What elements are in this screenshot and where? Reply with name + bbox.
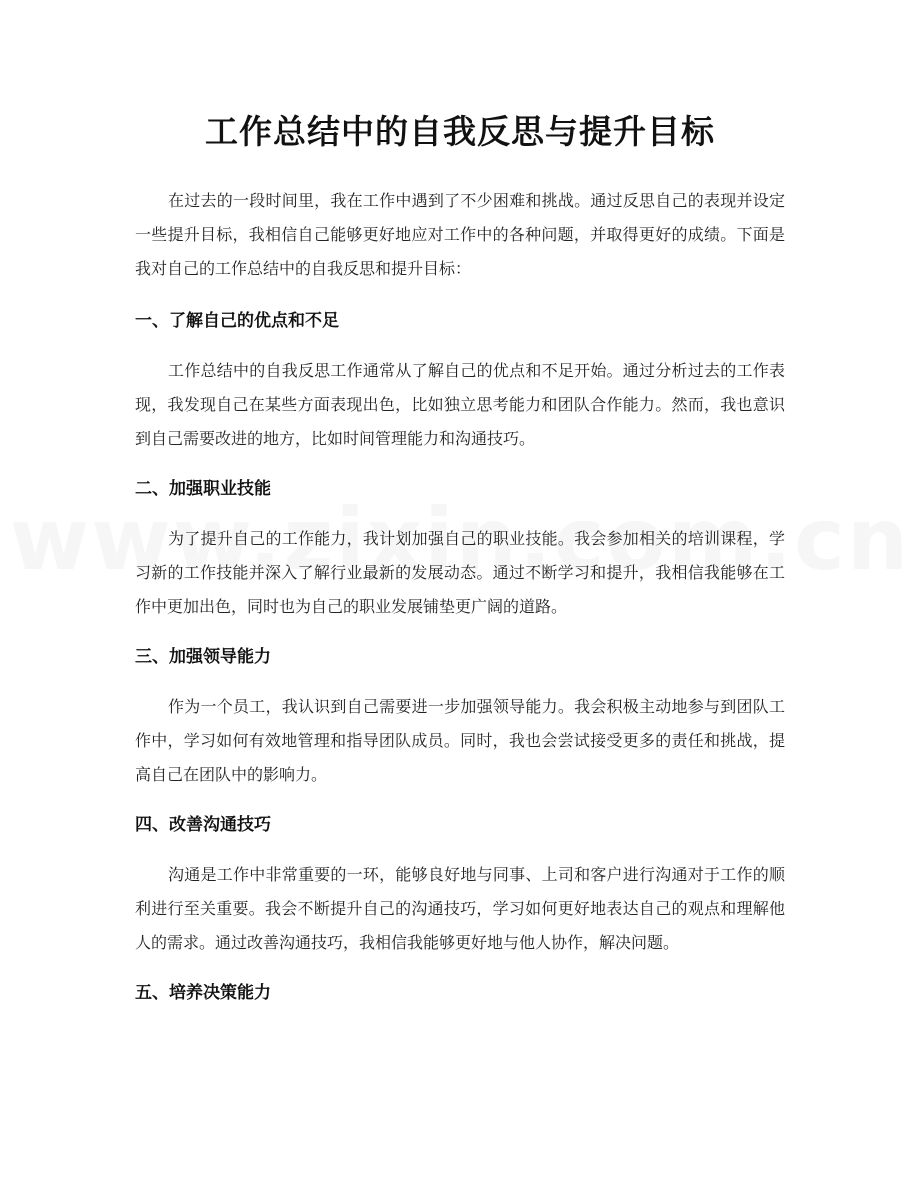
section-heading-4: 四、改善沟通技巧 xyxy=(135,815,271,835)
section-heading-5: 五、培养决策能力 xyxy=(135,983,271,1003)
section-heading-3: 三、加强领导能力 xyxy=(135,647,271,667)
document-title: 工作总结中的自我反思与提升目标 xyxy=(205,112,715,151)
section-body-3: 作为一个员工，我认识到自己需要进一步加强领导能力。我会积极主动地参与到团队工作中，学习如何有效地管理和指导团队成员。同时，我也会尝试接受更多的责任和挑战，提高自己在团队中的影响力。 xyxy=(135,697,785,784)
section-heading-2: 二、加强职业技能 xyxy=(135,479,271,499)
section-heading-1: 一、了解自己的优点和不足 xyxy=(135,311,339,331)
intro-paragraph: 在过去的一段时间里，我在工作中遇到了不少困难和挑战。通过反思自己的表现并设定一些提升目标，我相信自己能够更好地应对工作中的各种问题，并取得更好的成绩。下面是我对自己的工作总结中的自我反思和提升目标： xyxy=(135,191,785,278)
section-body-1: 工作总结中的自我反思工作通常从了解自己的优点和不足开始。通过分析过去的工作表现，我发现自己在某些方面表现出色，比如独立思考能力和团队合作能力。然而，我也意识到自己需要改进的地方，比如时间管理能力和沟通技巧。 xyxy=(135,361,785,448)
section-body-4: 沟通是工作中非常重要的一环，能够良好地与同事、上司和客户进行沟通对于工作的顺利进行至关重要。我会不断提升自己的沟通技巧，学习如何更好地表达自己的观点和理解他人的需求。通过改善沟通技巧，我相信我能够更好地与他人协作，解决问题。 xyxy=(135,865,785,952)
section-body-2: 为了提升自己的工作能力，我计划加强自己的职业技能。我会参加相关的培训课程，学习新的工作技能并深入了解行业最新的发展动态。通过不断学习和提升，我相信我能够在工作中更加出色，同时也为自己的职业发展铺垫更广阔的道路。 xyxy=(135,529,785,616)
